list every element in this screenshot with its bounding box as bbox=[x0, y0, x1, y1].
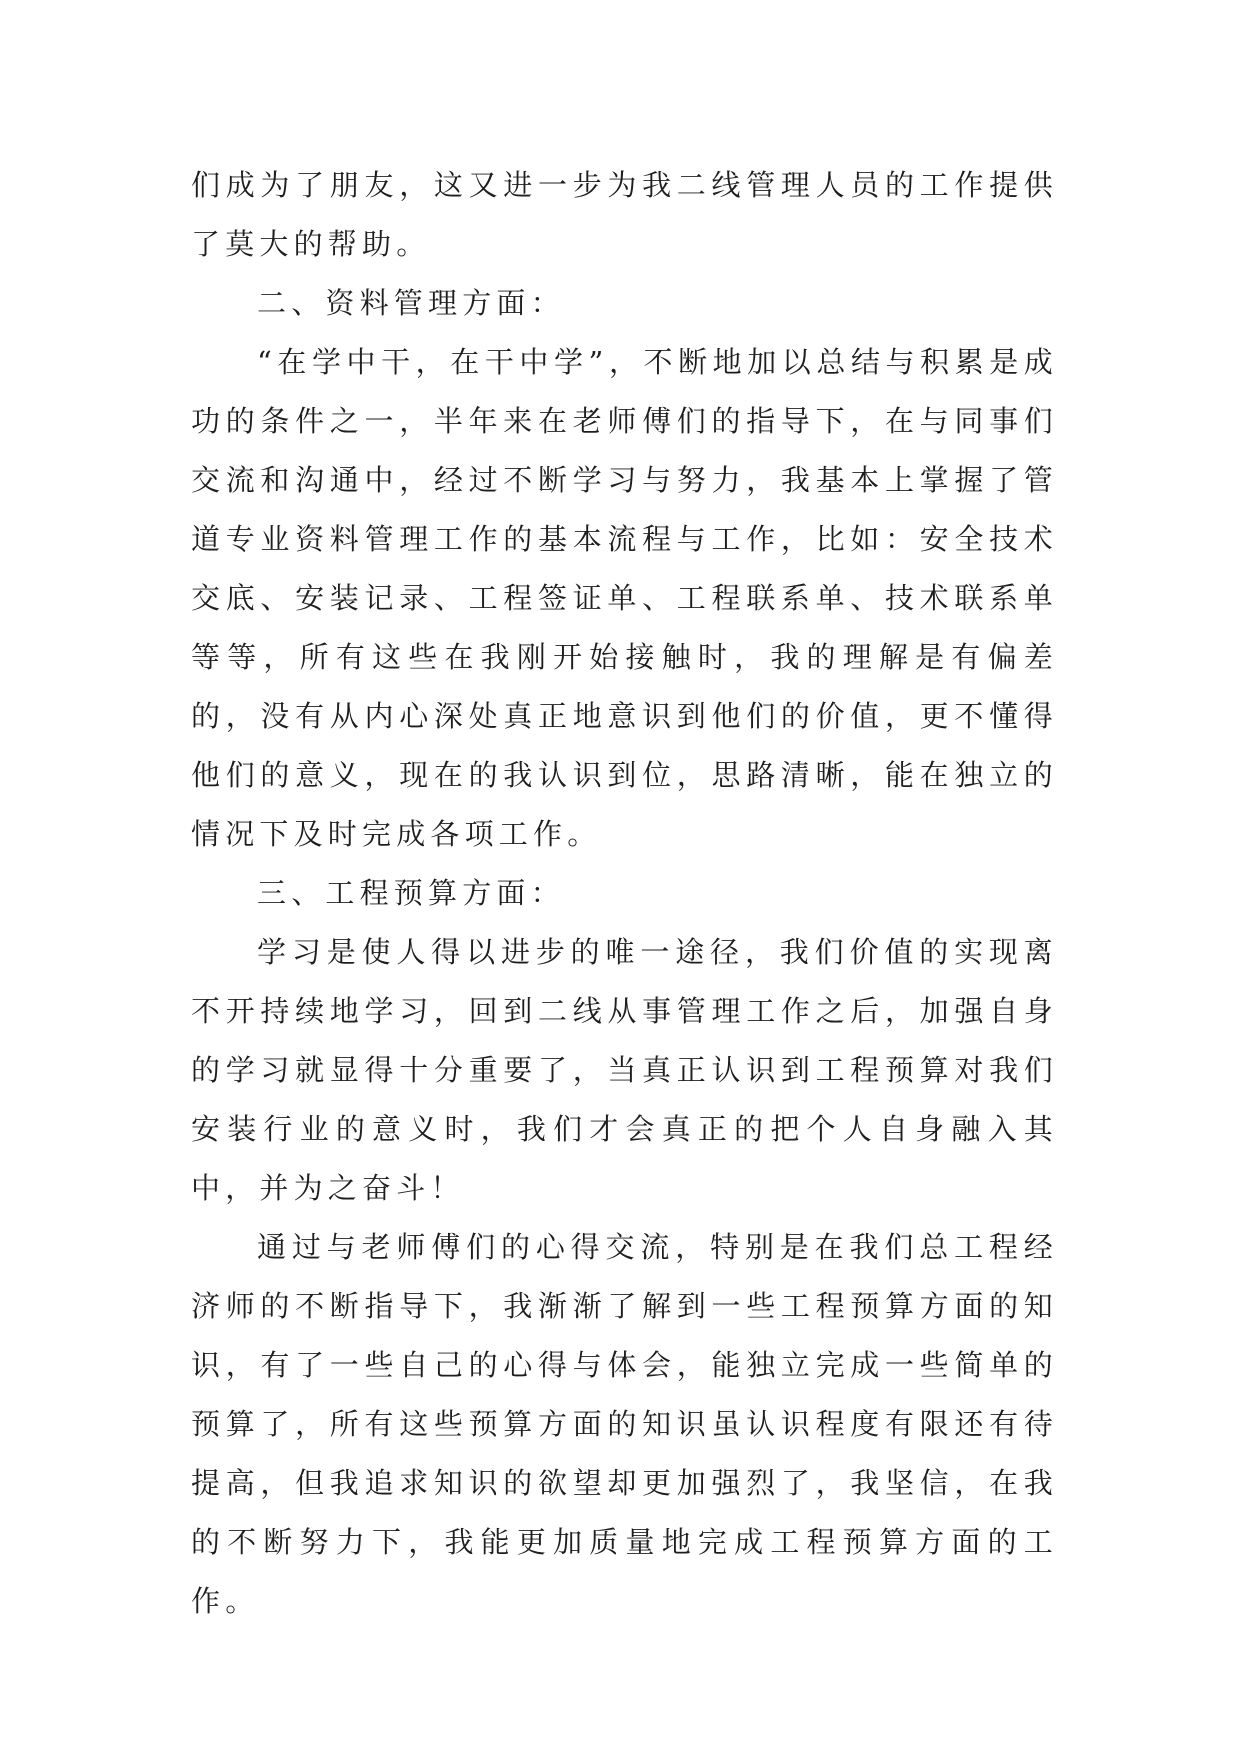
paragraph-budget-experience: 通过与老师傅们的心得交流，特别是在我们总工程经济师的不断指导下，我渐渐了解到一些工程预算方面的知识，有了一些自己的心得与体会，能独立完成一些简单的预算了，所有这些预算方面的知识虽认识程度有限还有待提高，但我追求知识的欲望却更加强烈了，我坚信，在我的不断努力下，我能更加质量地完成工程预算方面的工作。 bbox=[191, 1230, 1058, 1618]
document-body bbox=[191, 156, 1058, 1631]
section-heading-budget: 三、工程预算方面： bbox=[257, 876, 565, 910]
section-heading-materials: 二、资料管理方面： bbox=[257, 286, 565, 320]
paragraph-materials: “在学中干，在干中学”，不断地加以总结与积累是成功的条件之一，半年来在老师傅们的指导下，在与同事们交流和沟通中，经过不断学习与努力，我基本上掌握了管道专业资料管理工作的基本流程与工作，比如：安全技术交底、安装记录、工程签证单、工程联系单、技术联系单等等，所有这些在我刚开始接触时，我的理解是有偏差的，没有从内心深处真正地意识到他们的价值，更不懂得他们的意义，现在的我认识到位，思路清晰，能在独立的情况下及时完成各项工作。 bbox=[191, 345, 1058, 851]
paragraph-budget-learning: 学习是使人得以进步的唯一途径，我们价值的实现离不开持续地学习，回到二线从事管理工作之后，加强自身的学习就显得十分重要了，当真正认识到工程预算对我们安装行业的意义时，我们才会真正的把个人自身融入其中，并为之奋斗！ bbox=[191, 935, 1058, 1205]
paragraph-continuation: 们成为了朋友，这又进一步为我二线管理人员的工作提供了莫大的帮助。 bbox=[191, 168, 1058, 261]
